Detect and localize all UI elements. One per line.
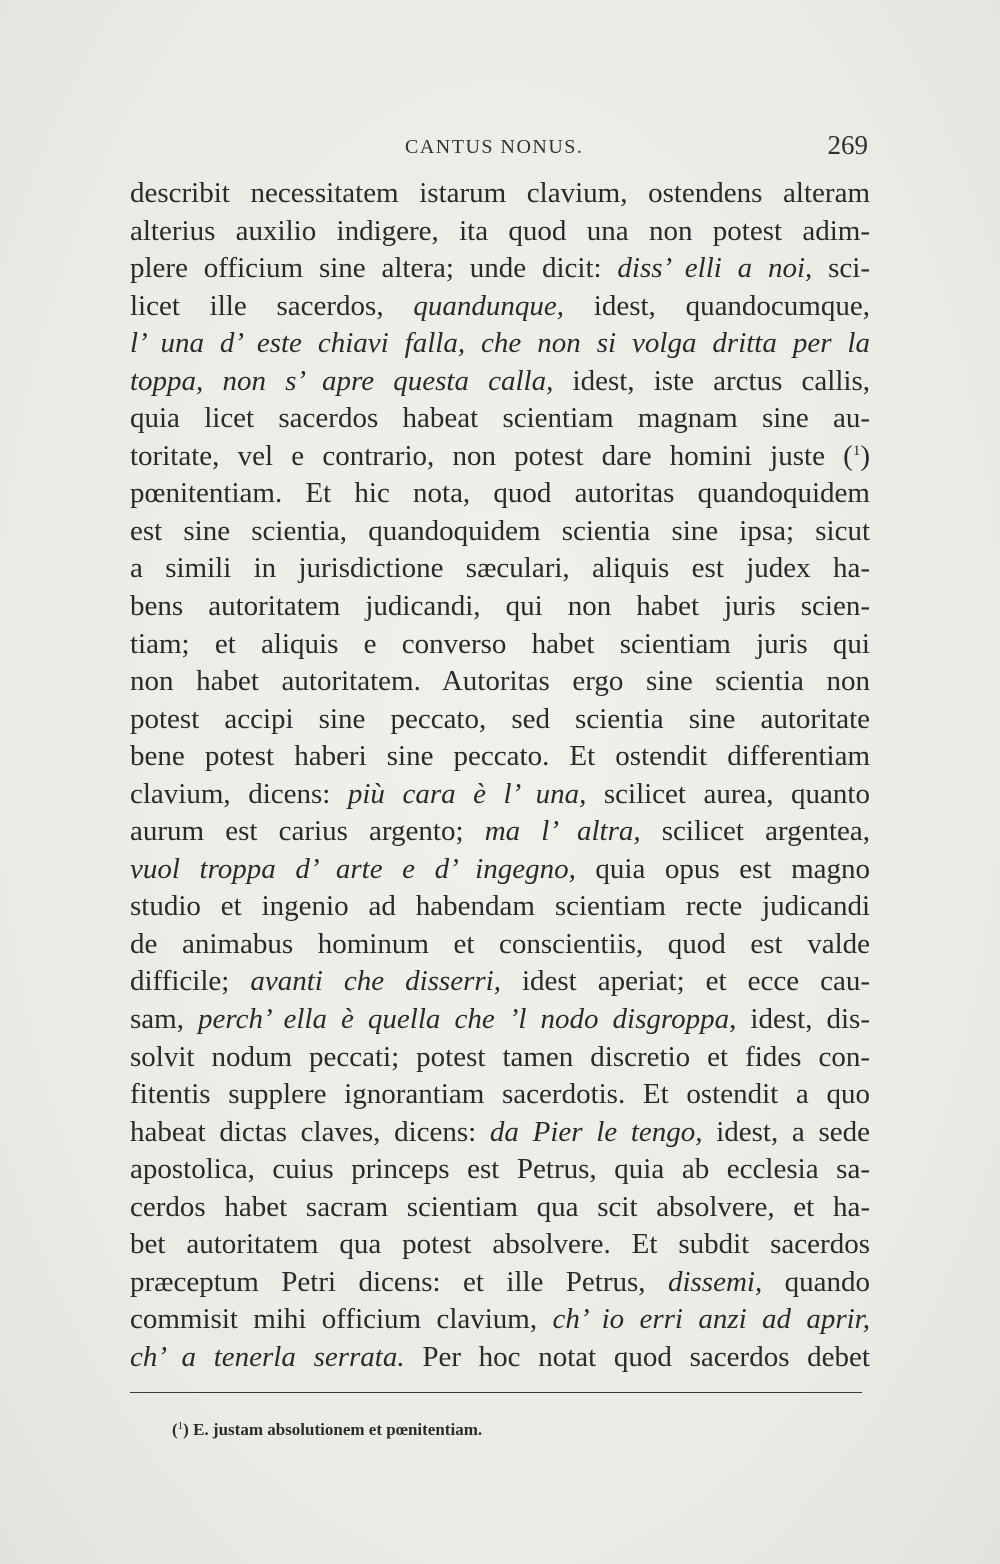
text-line: [130, 813, 870, 851]
text-line: [130, 438, 870, 476]
text-segment: apostolica, cuius princeps est Petrus, quia ab ecclesia sa-: [130, 1153, 870, 1186]
page-number: 269: [827, 130, 868, 160]
footnote-marker: 1: [177, 1420, 184, 1432]
text-segment: studio et ingenio ad habendam scientiam recte judicandi: [130, 890, 870, 923]
italic-quotation: avanti che disserri,: [250, 965, 501, 998]
text-segment: idest, quandocumque,: [564, 289, 870, 322]
text-line: [130, 513, 870, 551]
text-segment: plere officium sine altera; unde dicit:: [130, 252, 618, 285]
text-line: [130, 701, 870, 739]
text-segment: est sine scientia, quandoquidem scientia sine ipsa; sicut: [130, 514, 870, 547]
italic-quotation: più cara è l’ una,: [347, 777, 587, 810]
text-line: [130, 1339, 870, 1377]
italic-quotation: da Pier le tengo,: [489, 1115, 703, 1148]
text-segment: idest aperiat; et ecce cau-: [500, 965, 871, 998]
text-segment: describit necessitatem istarum clavium, ostendens alteram: [130, 177, 870, 209]
text-line: [130, 888, 870, 926]
text-line: [130, 963, 870, 1001]
text-segment: toritate, vel e contrario, non potest dare homini juste (: [130, 439, 853, 472]
text-segment: præceptum Petri dicens: et ille Petrus,: [130, 1265, 668, 1298]
text-segment: potest accipi sine peccato, sed scientia sine autoritate: [130, 702, 870, 735]
text-segment: commisit mihi officium clavium,: [130, 1303, 553, 1336]
text-segment: licet ille sacerdos,: [130, 289, 414, 322]
text-line: [130, 926, 870, 964]
text-segment: idest, iste arctus callis,: [553, 364, 870, 397]
text-segment: difficile;: [130, 965, 251, 998]
text-segment: a simili in jurisdictione sæculari, aliquis est judex ha-: [130, 552, 870, 585]
text-segment: idest, a sede: [702, 1115, 871, 1148]
text-segment: aurum est carius argento;: [130, 815, 485, 848]
text-line: [130, 213, 870, 251]
italic-quotation: vuol troppa d’ arte e d’ ingegno,: [130, 852, 576, 885]
text-segment: solvit nodum peccati; potest tamen discretio et fides con-: [130, 1040, 870, 1073]
text-line: [130, 400, 870, 438]
text-segment: bens autoritatem judicandi, qui non habet juris scien-: [130, 590, 870, 623]
text-line: [130, 1076, 870, 1114]
text-line: [130, 1001, 870, 1039]
text-segment: alterius auxilio indigere, ita quod una non potest adim-: [130, 214, 870, 247]
italic-quotation: quandunque,: [413, 289, 564, 322]
page-header: [130, 128, 870, 164]
text-line: [130, 1226, 870, 1264]
text-line: [130, 250, 870, 288]
text-line: [130, 738, 870, 776]
text-segment: scilicet argentea,: [640, 815, 870, 848]
text-segment: habeat dictas claves, dicens:: [130, 1115, 490, 1148]
text-line: [130, 550, 870, 588]
italic-quotation: l’ una d’ este chiavi falla, che non si volga dritta per la: [130, 327, 870, 360]
text-line: [130, 851, 870, 889]
text-line: [130, 175, 870, 213]
text-segment: quia opus est magno: [575, 852, 870, 885]
text-segment: cerdos habet sacram scientiam qua scit absolvere, et ha-: [130, 1190, 870, 1223]
text-line: [130, 325, 870, 363]
text-line: [130, 626, 870, 664]
italic-quotation: ch’ io erri anzi ad aprir,: [552, 1303, 870, 1336]
text-line: [130, 1189, 870, 1227]
footnote-reference: 1: [852, 442, 861, 459]
text-line: [130, 1039, 870, 1077]
text-segment: ): [860, 439, 870, 472]
text-segment: fitentis supplere ignorantiam sacerdotis. Et ostendit a quo: [130, 1078, 870, 1111]
text-line: [130, 288, 870, 326]
footnote: ($^1$) E. justam absolutionem et pœnitentiam.: [172, 1420, 483, 1439]
text-segment: bet autoritatem qua potest absolvere. Et subdit sacerdos: [130, 1228, 870, 1261]
text-line: [130, 1151, 870, 1189]
text-segment: sci-: [812, 252, 870, 285]
text-segment: de animabus hominum et conscientiis, quod est valde: [130, 927, 870, 960]
body-text: [130, 175, 870, 1377]
text-line: [130, 1114, 870, 1152]
running-title: CANTUS NONUS.: [405, 136, 584, 158]
italic-quotation: perch’ ella è quella che ’l nodo disgroppa,: [198, 1003, 737, 1036]
italic-quotation: dissemi,: [667, 1265, 763, 1298]
text-segment: bene potest haberi sine peccato. Et ostendit differentiam: [130, 740, 870, 773]
italic-quotation: ma l’ altra,: [484, 815, 641, 848]
text-segment: Per hoc notat quod sacerdos debet: [404, 1340, 870, 1373]
text-line: [130, 1301, 870, 1339]
italic-quotation: ch’ a tenerla serrata.: [130, 1340, 405, 1373]
text-line: [130, 588, 870, 626]
text-line: [130, 475, 870, 513]
text-segment: non habet autoritatem. Autoritas ergo sine scientia non: [130, 665, 870, 698]
text-segment: pœnitentiam. Et hic nota, quod autoritas quandoquidem: [130, 477, 870, 510]
text-segment: scilicet aurea, quanto: [586, 777, 870, 810]
text-line: [130, 363, 870, 401]
text-segment: quando: [762, 1265, 871, 1298]
italic-quotation: diss’ elli a noi,: [617, 252, 813, 285]
text-segment: idest, dis-: [736, 1003, 870, 1036]
footnote-text: E. justam absolutionem et pœnitentiam.: [193, 1420, 483, 1439]
text-line: [130, 776, 870, 814]
italic-quotation: toppa, non s’ apre questa calla,: [130, 364, 554, 397]
text-line: [130, 1264, 870, 1302]
text-segment: clavium, dicens:: [130, 777, 348, 810]
text-segment: tiam; et aliquis e converso habet scientiam juris qui: [130, 627, 870, 660]
text-segment: sam,: [130, 1003, 199, 1036]
text-line: [130, 663, 870, 701]
footnote-rule: [130, 1392, 862, 1393]
text-segment: quia licet sacerdos habeat scientiam magnam sine au-: [130, 402, 870, 435]
